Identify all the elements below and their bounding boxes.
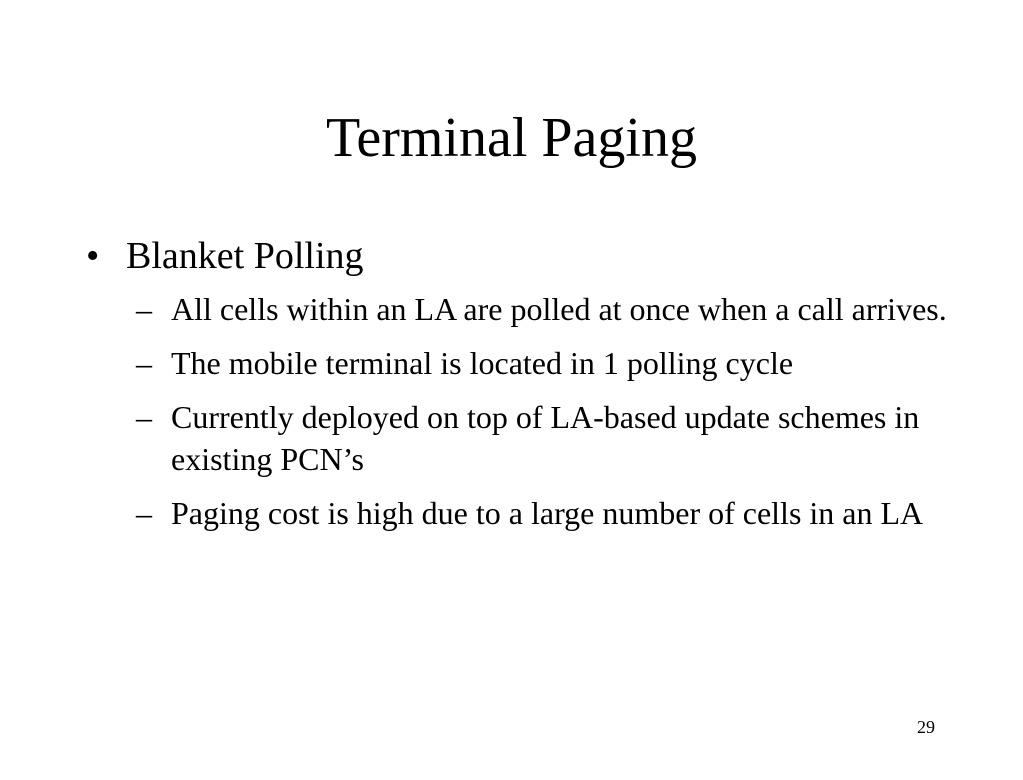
sub-bullet-item <box>126 342 956 384</box>
bullet-text: Blanket Polling <box>126 235 364 277</box>
bullet-list <box>86 232 956 546</box>
sub-bullet-item <box>126 396 956 480</box>
sub-bullet-item <box>126 492 956 534</box>
slide-title: Terminal Paging <box>326 107 697 169</box>
sub-bullet-text: Currently deployed on top of LA-based update schemes in existing PCN’s <box>171 399 920 477</box>
sub-bullet-item <box>126 288 956 330</box>
dash-marker: – <box>136 495 152 531</box>
dash-marker: – <box>136 291 152 327</box>
sub-bullet-text: All cells within an LA are polled at once when a call arrives. <box>171 291 947 327</box>
sub-bullet-text: Paging cost is high due to a large number of cells in an LA <box>171 495 924 531</box>
sub-bullet-list <box>126 288 956 534</box>
sub-bullet-text: The mobile terminal is located in 1 polling cycle <box>171 345 794 381</box>
page-number: 29 <box>917 717 935 737</box>
dash-marker: – <box>136 345 152 381</box>
bullet-marker: • <box>86 235 100 277</box>
dash-marker: – <box>136 399 152 435</box>
bullet-item-blanket-polling <box>86 232 956 534</box>
